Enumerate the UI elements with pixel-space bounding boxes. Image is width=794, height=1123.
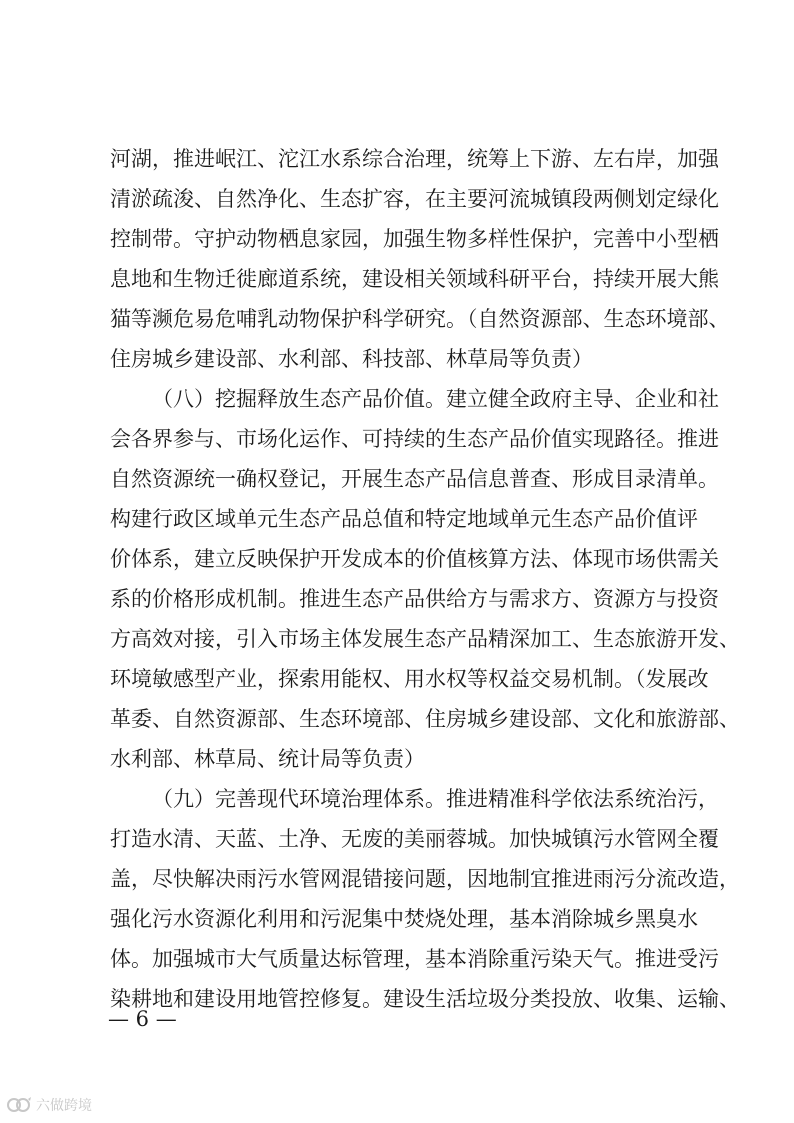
p1-line-6: 住房城乡建设部、水利部、科技部、林草局等负责） (110, 347, 593, 371)
p2-line-7: 方高效对接，引入市场主体发展生态产品精深加工、生态旅游开发、 (110, 627, 740, 651)
p1-line-1: 河湖，推进岷江、沱江水系综合治理，统筹上下游、左右岸，加强 (110, 147, 719, 171)
p2-line-2: 会各界参与、市场化运作、可持续的生态产品价值实现路径。推进 (110, 427, 719, 451)
p3-line-1: （九）完善现代环境治理体系。推进精准科学依法系统治污， (152, 787, 719, 811)
p3-line-5: 体。加强城市大气质量达标管理，基本消除重污染天气。推进受污 (110, 947, 719, 971)
watermark-text: 六做跨境 (36, 1098, 92, 1114)
p3-line-4: 强化污水资源化利用和污泥集中焚烧处理，基本消除城乡黑臭水 (110, 907, 698, 931)
p2-line-10: 水利部、林草局、统计局等负责） (110, 747, 425, 771)
p3-line-2: 打造水清、天蓝、土净、无废的美丽蓉城。加快城镇污水管网全覆 (110, 827, 719, 851)
p3-line-3: 盖，尽快解决雨污水管网混错接问题，因地制宜推进雨污分流改造， (110, 867, 740, 891)
p2-line-4: 构建行政区域单元生态产品总值和特定地域单元生态产品价值评 (110, 507, 698, 531)
p2-line-9: 革委、自然资源部、生态环境部、住房城乡建设部、文化和旅游部、 (110, 707, 740, 731)
p2-line-3: 自然资源统一确权登记，开展生态产品信息普查、形成目录清单。 (110, 467, 719, 491)
p1-line-3: 控制带。守护动物栖息家园，加强生物多样性保护，完善中小型栖 (110, 227, 719, 251)
p2-line-1: （八）挖掘释放生态产品价值。建立健全政府主导、企业和社 (152, 387, 719, 411)
p1-line-5: 猫等濒危易危哺乳动物保护科学研究。（自然资源部、生态环境部、 (110, 307, 730, 331)
p3-line-6: 染耕地和建设用地管控修复。建设生活垃圾分类投放、收集、运输、 (110, 987, 740, 1011)
p1-line-4: 息地和生物迁徙廊道系统，建设相关领域科研平台，持续开展大熊 (110, 267, 719, 291)
p2-line-5: 价体系，建立反映保护开发成本的价值核算方法、体现市场供需关 (110, 547, 719, 571)
p2-line-6: 系的价格形成机制。推进生态产品供给方与需求方、资源方与投资 (110, 587, 719, 611)
p2-line-8: 环境敏感型产业，探索用能权、用水权等权益交易机制。（发展改 (110, 667, 709, 691)
page-number: — 6 — (108, 1007, 177, 1031)
watermark (6, 1093, 92, 1117)
p1-line-2: 清淤疏浚、自然净化、生态扩容，在主要河流城镇段两侧划定绿化 (110, 187, 719, 211)
watermark-logo-icon (6, 1095, 32, 1115)
